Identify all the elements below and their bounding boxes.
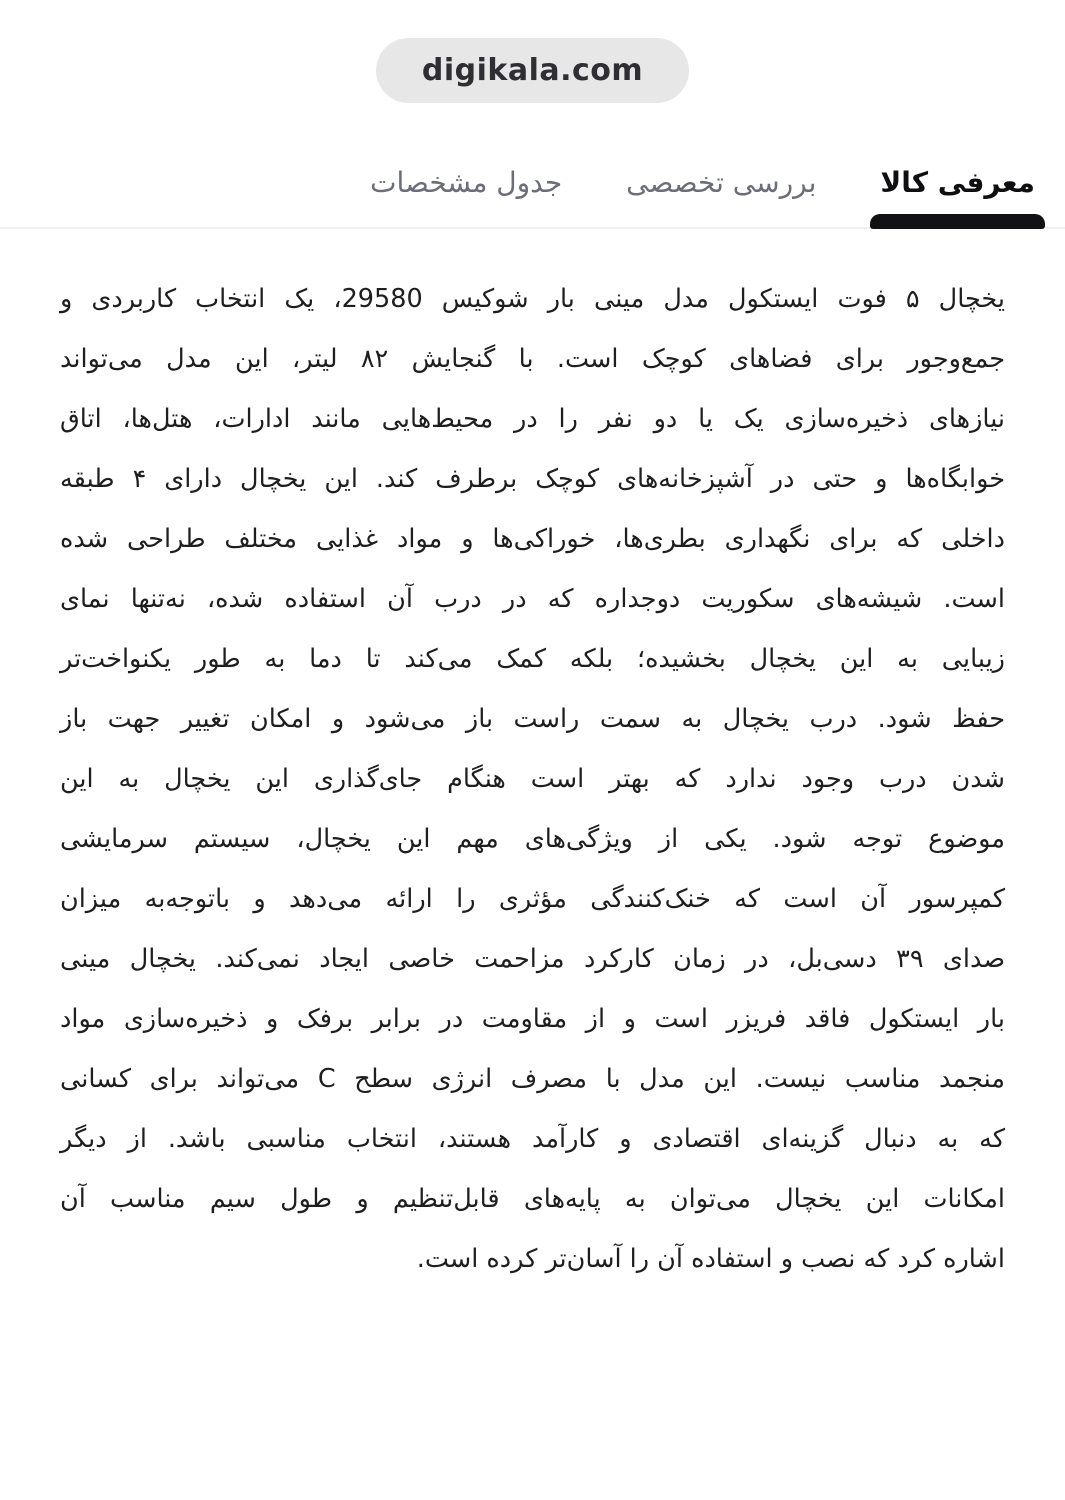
description-line: حفظ شود. درب یخچال به سمت راست باز می‌شود و امکان تغییر جهت باز — [60, 704, 1005, 734]
description-line: است. شیشه‌های سکوریت دوجداره که در درب آن استفاده شده، نه‌تنها نمای — [60, 584, 1005, 614]
description-line: نیازهای ذخیره‌سازی یک یا دو نفر را در محیط‌هایی مانند ادارات، هتل‌ها، اتاق — [60, 404, 1005, 434]
product-tabs — [0, 137, 1065, 229]
product-description — [0, 229, 1065, 1289]
description-line: کمپرسور آن است که خنک‌کنندگی مؤثری را ارائه می‌دهد و باتوجه‌به میزان — [60, 884, 1005, 914]
description-line: منجمد مناسب نیست. این مدل با مصرف انرژی سطح C می‌تواند برای کسانی — [60, 1064, 1005, 1094]
domain-pill-row — [0, 0, 1065, 103]
description-line: بار ایستکول فاقد فریزر است و از مقاومت در برابر برفک و ذخیره‌سازی مواد — [60, 1004, 1005, 1034]
description-line: که به دنبال گزینه‌ای اقتصادی و کارآمد هستند، انتخاب مناسبی باشد. از دیگر — [60, 1124, 1005, 1154]
description-line: شدن درب وجود ندارد که بهتر است هنگام جای‌گذاری این یخچال به این — [60, 764, 1005, 794]
description-line: جمع‌وجور برای فضاهای کوچک است. با گنجایش ۸۲ لیتر، این مدل می‌تواند — [60, 344, 1005, 374]
tab-product-intro[interactable]: معرفی کالا — [870, 137, 1045, 227]
domain-pill[interactable]: digikala.com — [376, 38, 689, 103]
tab-expert-review[interactable]: بررسی تخصصی — [626, 165, 817, 199]
description-line: خوابگاه‌ها و حتی در آشپزخانه‌های کوچک برطرف کند. این یخچال دارای ۴ طبقه — [60, 464, 1006, 494]
description-line: امکانات این یخچال می‌توان به پایه‌های قابل‌تنظیم و طول سیم مناسب آن — [60, 1184, 1005, 1214]
description-line: زیبایی به این یخچال بخشیده؛ بلکه کمک می‌کند تا دما به طور یکنواخت‌تر — [60, 644, 1005, 674]
tab-specs-table[interactable]: جدول مشخصات — [370, 165, 563, 199]
description-line: داخلی که برای نگهداری بطری‌ها، خوراکی‌ها و مواد غذایی مختلف طراحی شده — [60, 524, 1005, 554]
description-line: اشاره کرد که نصب و استفاده آن را آسان‌تر کرده است. — [416, 1244, 1005, 1274]
description-line: یخچال ۵ فوت ایستکول مدل مینی بار شوکیس 29580، یک انتخاب کاربردی و — [60, 284, 1005, 314]
description-line: موضوع توجه شود. یکی از ویژگی‌های مهم این یخچال، سیستم سرمایشی — [60, 824, 1005, 854]
description-line: صدای ۳۹ دسی‌بل، در زمان کارکرد مزاحمت خاصی ایجاد نمی‌کند. یخچال مینی — [60, 944, 1006, 974]
